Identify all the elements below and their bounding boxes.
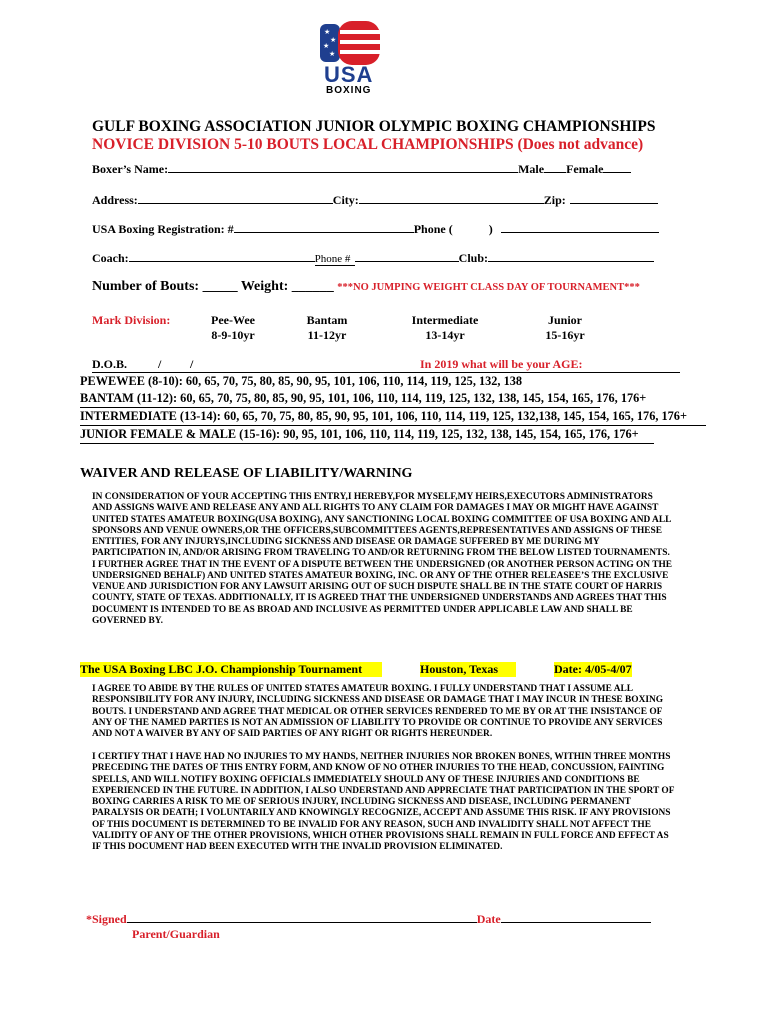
svg-text:★: ★: [324, 28, 331, 36]
weight-class-junior: JUNIOR FEMALE & MALE (15-16): 90, 95, 101, 106, 110, 114, 119, 125, 132, 138, 145, 154, 165, 176, 176+: [80, 426, 654, 444]
phone-close-label: ): [488, 222, 493, 236]
dob-separator-2: /: [190, 357, 194, 371]
weight-classes: [80, 373, 706, 444]
weight-label: Weight: ______: [240, 279, 334, 294]
division-name: Bantam: [306, 313, 348, 327]
male-label: Male: [518, 162, 545, 176]
coach-row: [92, 251, 654, 266]
weight-class-warning: ***NO JUMPING WEIGHT CLASS DAY OF TOURNAMENT***: [337, 282, 640, 293]
division-ages: 11-12yr: [307, 328, 347, 342]
logo-usa-text: USA: [324, 62, 374, 87]
signature-date-field[interactable]: [501, 912, 651, 923]
signed-label: *Signed: [86, 912, 127, 926]
event-date: Date: 4/05-4/07: [554, 662, 632, 676]
logo-boxing-text: BOXING: [326, 85, 372, 96]
coach-field[interactable]: [129, 251, 315, 262]
address-label: Address:: [92, 193, 138, 207]
parent-guardian-label: Parent/Guardian: [132, 927, 220, 941]
phone-field[interactable]: [501, 222, 659, 233]
division-junior[interactable]: [530, 313, 600, 343]
boxer-name-label: Boxer’s Name:: [92, 162, 169, 176]
phone-open-label: Phone (: [413, 222, 453, 236]
date-label: Date: [476, 912, 501, 926]
svg-text:★: ★: [330, 36, 337, 44]
waiver-paragraph: IN CONSIDERATION OF YOUR ACCEPTING THIS ENTRY,I HEREBY,FOR MYSELF,MY HEIRS,EXECUTORS ADMINISTRATORS AND ASSIGNS WAIVE AND RELEASE ANY AND ALL RIGHTS TO ANY CLAIM FOR DAMAGES I MAY OR MIGHT HAVE AGAINST UNITED STATES AMATEUR BOXING(USA BOXING), ANY SANCTIONING LOCAL BOXING COMMITTEE OF USA BOXING AND ALL SPONSORS AND VENUE OWNERS,OR THE OFFICERS,SUBCOMMITTEES AGENTS,REPRESENTATIVES AND ASSIGNS OF THESE ENTITIES, FOR ANY INJURYS,INCLUDING SICKNESS AND DISEASE OR DAMAGE SUFFERED BY ME DURING MY PARTICIPATION IN, AND/OR ARISING FROM TRAVELING TO AND/OR RETURNING FROM THE BELOW LISTED TOURNAMENTS. I FURTHER AGREE THAT IN THE EVENT OF A DISPUTE BETWEEN THE UNDERSIGNED (OR ANOTHER PERSON ACTING ON THE UNDERSIGNED BEHALF) AND UNITED STATES AMATEUR BOXING, INC. OR ANY OF THE OTHER RELEASEE’S THE EXCLUSIVE VENUE AND JURISDICTION FOR ANY LAWSUIT ARISING OUT OF SUCH DISPUTE SHALL BE IN THE STATE COURT OF HARRIS COUNTY, STATE OF TEXAS. ADDITIONALLY, IT IS AGREED THAT THE UNDERSIGNED UNDERSTANDS AND AGREES THAT THIS DOCUMENT IS INTENDED TO BE AS BROAD AND INCLUSIVE AS PERMITTED UNDER APPLICABLE LAW AND SHALL BE GOVERNED BY.: [92, 492, 673, 626]
dob-separator-1: /: [158, 357, 162, 371]
number-of-bouts-label: Number of Bouts: _____: [92, 279, 238, 294]
svg-text:★: ★: [329, 50, 336, 58]
mark-division-label: Mark Division:: [92, 313, 171, 327]
division-peewee[interactable]: [198, 313, 268, 343]
age-question: In 2019 what will be your AGE:: [420, 357, 583, 371]
club-label: Club:: [458, 251, 489, 265]
registration-field[interactable]: [234, 222, 414, 233]
weight-class-bantam: BANTAM (11-12): 60, 65, 70, 75, 80, 85, 90, 95, 101, 106, 110, 114, 119, 125, 132, 138, 145, 154, 165, 176, 176+: [80, 390, 600, 408]
weight-class-intermediate: INTERMEDIATE (13-14): 60, 65, 70, 75, 80, 85, 90, 95, 101, 106, 110, 114, 119, 125, 132,138, 145, 154, 165, 176, 176+: [80, 408, 706, 426]
division-name: Pee-Wee: [211, 313, 255, 327]
signature-field[interactable]: [127, 912, 477, 923]
boxer-name-row: [92, 162, 631, 177]
event-name: The USA Boxing LBC J.O. Championship Tournament: [80, 662, 382, 677]
zip-field[interactable]: [570, 193, 658, 204]
female-label: Female: [566, 162, 604, 176]
division-bantam[interactable]: [292, 313, 362, 343]
club-field[interactable]: [488, 251, 654, 262]
page-title: GULF BOXING ASSOCIATION JUNIOR OLYMPIC BOXING CHAMPIONSHIPS: [92, 118, 656, 135]
event-row: [80, 662, 640, 678]
division-ages: 13-14yr: [425, 328, 465, 342]
city-field[interactable]: [359, 193, 544, 204]
zip-label: Zip:: [543, 193, 566, 207]
weight-class-peewee: PEWEWEE (8-10): 60, 65, 70, 75, 80, 85, 90, 95, 101, 106, 110, 114, 119, 125, 132, 138: [80, 374, 523, 388]
agreement-paragraph: I AGREE TO ABIDE BY THE RULES OF UNITED STATES AMATEUR BOXING. I FULLY UNDERSTAND THAT I ASSUME ALL RESPONSIBILITY FOR ANY INJURY, INCLUDING SICKNESS AND DISEASE OR DAMAGE THAT I MAY INCUR IN THESE BOXING BOUTS. I UNDERSTAND AND AGREE THAT MEDICAL OR OTHER SERVICES RENDERED TO ME BY OR AT THE INSISTANCE OF ANY OF THE NAMED PARTIES IS NOT AN ADMISSION OF LIABILITY TO PROVIDE OR CONTINUE TO PROVIDE ANY SERVICES AND NOT A WAIVER BY ANY OF SAID PARTIES OF ANY RIGHT OR RIGHTS HEREUNDER.: [92, 684, 664, 739]
division-name: Intermediate: [411, 313, 479, 327]
dob-row[interactable]: [92, 357, 680, 373]
city-label: City:: [332, 193, 359, 207]
bouts-row: [92, 279, 640, 295]
coach-phone-field[interactable]: [355, 251, 459, 262]
svg-text:★: ★: [323, 42, 330, 50]
address-row: [92, 193, 658, 208]
page-subtitle: NOVICE DIVISION 5-10 BOUTS LOCAL CHAMPIONSHIPS (Does not advance): [92, 136, 644, 153]
coach-phone-label: Phone #: [315, 253, 355, 266]
signature-row: [86, 912, 651, 927]
division-name: Junior: [547, 313, 582, 327]
division-ages: 8-9-10yr: [211, 328, 255, 342]
dob-label: D.O.B.: [92, 357, 128, 371]
division-ages: 15-16yr: [545, 328, 585, 342]
female-checkbox-line[interactable]: [603, 162, 631, 173]
certify-paragraph: I CERTIFY THAT I HAVE HAD NO INJURIES TO MY HANDS, NEITHER INJURIES NOR BROKEN BONES, WITHIN THREE MONTHS PRECEDING THE DATES OF THIS ENTRY FORM, AND KNOW OF NO OTHER INJURIES TO THE HEAD, CONCUSSION, FAINTING SPELLS, AND WILL NOTIFY BOXING OFFICIALS IMMEDIATELY SHOULD ANY OF THESE INJURIES AND CONDITIONS BE EXPERIENCED IN THE FUTURE. IN ADDITION, I ALSO UNDERSTAND AND APPRECIATE THAT PARTICIPATION IN THE SPORT OF BOXING CARRIES A RISK TO ME OF SERIOUS INJURY, INCLUDING SICKNESS AND DISEASE, INCLUDING PERMANENT PARALYSIS OR DEATH; I VOLUNTARILY AND KNOWINGLY RECOGNIZE, ACCEPT AND ASSUME THIS RISK. IF ANY PROVISIONS OF THIS DOCUMENT IS DETERMINED TO BE INVALID FOR ANY REASON, SUCH AND INVALIDITY SHALL NOT AFFECT THE VALIDITY OF ANY OF THE OTHER PROVISIONS, WHICH OTHER PROVISIONS SHALL REMAIN IN FULL FORCE AND EFFECT AS IF THIS DOCUMENT HAD BEEN EXECUTED WITH THE INVALID PROVISION ELIMINATED.: [92, 752, 675, 852]
event-location: Houston, Texas: [420, 662, 516, 677]
coach-label: Coach:: [92, 251, 129, 265]
usa-boxing-logo: [318, 18, 388, 102]
address-field[interactable]: [138, 193, 333, 204]
boxer-name-field[interactable]: [168, 162, 518, 173]
division-intermediate[interactable]: [400, 313, 490, 343]
waiver-heading: WAIVER AND RELEASE OF LIABILITY/WARNING: [80, 466, 413, 481]
registration-row: [92, 222, 659, 237]
male-checkbox-line[interactable]: [544, 162, 566, 173]
registration-label: USA Boxing Registration: #: [92, 222, 234, 236]
